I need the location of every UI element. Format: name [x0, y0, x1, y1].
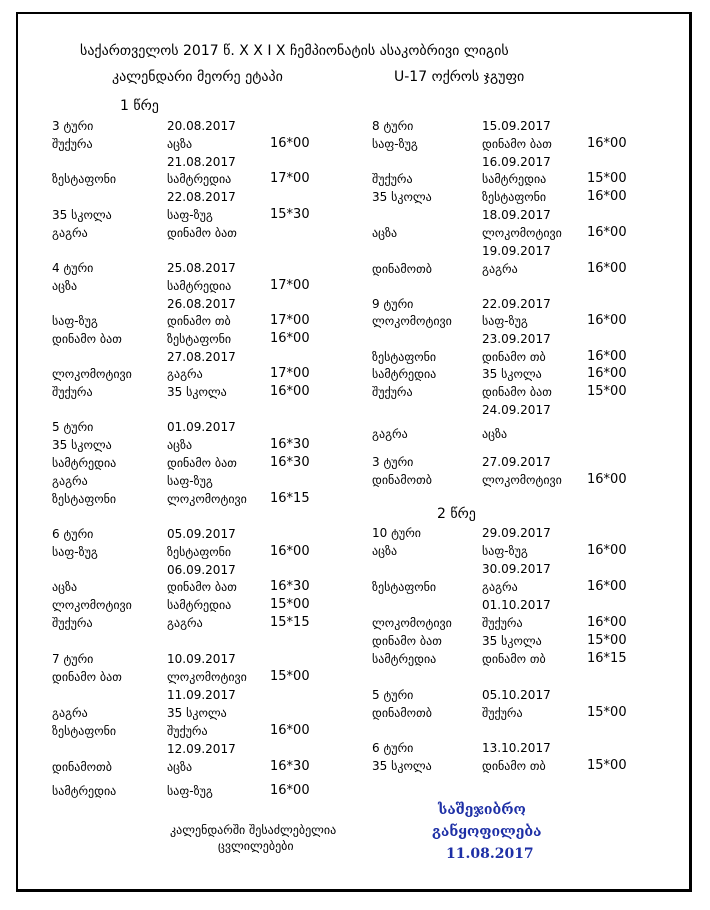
right-kickoff-time-cell: 16*00: [587, 366, 627, 381]
left-team-away-cell: 06.09.2017: [167, 563, 236, 577]
right-team-away-cell: 01.10.2017: [482, 598, 551, 612]
left-team-away-cell: დინამო ბათ: [167, 580, 237, 594]
left-team-away-cell: აცზა: [167, 438, 193, 452]
left-team-away-cell: აცზა: [167, 137, 193, 151]
left-team-away-cell: სამტრედია: [167, 279, 232, 293]
left-team-home-cell: სამტრედია: [52, 456, 117, 470]
right-kickoff-time-cell: 16*00: [587, 615, 627, 630]
right-kickoff-time-cell: 16*00: [587, 472, 627, 487]
left-team-away-cell: შუქურა: [167, 724, 208, 738]
right-kickoff-time-cell: 16*00: [587, 313, 627, 328]
left-team-away-cell: აცზა: [167, 760, 193, 774]
left-team-away-cell: ზესტაფონი: [167, 332, 232, 346]
right-team-home-cell: დინამოთბ: [372, 262, 432, 276]
left-team-away-cell: სამტრედია: [167, 598, 232, 612]
right-team-home-cell: ლოკომოტივი: [372, 314, 452, 328]
circle-1-heading: 1 წრე: [120, 98, 159, 114]
left-kickoff-time-cell: 15*15: [270, 615, 310, 630]
left-team-home-cell: შუქურა: [52, 616, 93, 630]
right-team-home-cell: შუქურა: [372, 172, 413, 186]
left-team-home-cell: ზესტაფონი: [52, 724, 117, 738]
right-team-away-cell: 16.09.2017: [482, 155, 551, 169]
right-kickoff-time-cell: 16*00: [587, 579, 627, 594]
left-team-away-cell: 35 სკოლა: [167, 706, 227, 720]
right-team-home-cell: სამტრედია: [372, 367, 437, 381]
left-team-home-cell: სამტრედია: [52, 784, 117, 798]
left-kickoff-time-cell: 16*30: [270, 455, 310, 470]
right-team-home-cell: დინამო ბათ: [372, 634, 442, 648]
department-stamp-line2: განყოფილება: [432, 824, 542, 840]
left-team-away-cell: ლოკომოტივი: [167, 670, 247, 684]
left-team-away-cell: გაგრა: [167, 616, 203, 630]
department-stamp-line1: საშეჯიბრო: [438, 802, 526, 818]
right-team-away-cell: 13.10.2017: [482, 741, 551, 755]
right-kickoff-time-cell: 16*00: [587, 349, 627, 364]
right-team-away-cell: გაგრა: [482, 580, 518, 594]
left-team-away-cell: 01.09.2017: [167, 420, 236, 434]
right-team-home-cell: დინამოთბ: [372, 473, 432, 487]
right-team-away-cell: ლოკომოტივი: [482, 226, 562, 240]
left-team-home-cell: გაგრა: [52, 474, 88, 488]
left-kickoff-time-cell: 17*00: [270, 366, 310, 381]
left-team-home-cell: შუქურა: [52, 137, 93, 151]
right-team-home-cell: 9 ტური: [372, 297, 414, 311]
right-team-away-cell: 35 სკოლა: [482, 634, 542, 648]
right-team-away-cell: საფ-ზუგ: [482, 314, 528, 328]
left-team-home-cell: დინამო ბათ: [52, 332, 122, 346]
left-team-home-cell: გაგრა: [52, 706, 88, 720]
right-team-home-cell: აცზა: [372, 226, 398, 240]
right-team-home-cell: 35 სკოლა: [372, 190, 432, 204]
right-team-home-cell: საფ-ზუგ: [372, 137, 418, 151]
left-team-away-cell: 11.09.2017: [167, 688, 236, 702]
left-kickoff-time-cell: 16*30: [270, 437, 310, 452]
right-team-away-cell: ზესტაფონი: [482, 190, 547, 204]
left-team-home-cell: შუქურა: [52, 385, 93, 399]
right-team-away-cell: 23.09.2017: [482, 332, 551, 346]
right-team-away-cell: 27.09.2017: [482, 455, 551, 469]
right-team-away-cell: 18.09.2017: [482, 208, 551, 222]
right-kickoff-time-cell: 15*00: [587, 758, 627, 773]
right-team-home-cell: ლოკომოტივი: [372, 616, 452, 630]
left-team-home-cell: 35 სკოლა: [52, 208, 112, 222]
left-team-home-cell: აცზა: [52, 279, 78, 293]
right-kickoff-time-cell: 16*00: [587, 189, 627, 204]
left-kickoff-time-cell: 16*00: [270, 783, 310, 798]
right-kickoff-time-cell: 15*00: [587, 384, 627, 399]
left-kickoff-time-cell: 15*00: [270, 597, 310, 612]
left-team-home-cell: ლოკომოტივი: [52, 598, 132, 612]
left-team-away-cell: საფ-ზუგ: [167, 784, 213, 798]
left-team-home-cell: 7 ტური: [52, 652, 94, 666]
left-team-away-cell: 25.08.2017: [167, 261, 236, 275]
right-team-away-cell: 22.09.2017: [482, 297, 551, 311]
left-team-home-cell: საფ-ზუგ: [52, 314, 98, 328]
right-team-away-cell: ლოკომოტივი: [482, 473, 562, 487]
left-team-home-cell: დინამო ბათ: [52, 670, 122, 684]
left-team-away-cell: 12.09.2017: [167, 742, 236, 756]
right-team-away-cell: 05.10.2017: [482, 688, 551, 702]
right-team-away-cell: 24.09.2017: [482, 403, 551, 417]
left-team-away-cell: საფ-ზუგ: [167, 208, 213, 222]
right-kickoff-time-cell: 15*00: [587, 705, 627, 720]
right-team-away-cell: დინამო თბ: [482, 759, 546, 773]
left-kickoff-time-cell: 16*30: [270, 759, 310, 774]
left-kickoff-time-cell: 16*00: [270, 723, 310, 738]
right-team-away-cell: სამტრედია: [482, 172, 547, 186]
left-team-away-cell: დინამო ბათ: [167, 226, 237, 240]
right-team-home-cell: დინამოთბ: [372, 706, 432, 720]
right-team-home-cell: 3 ტური: [372, 455, 414, 469]
left-team-away-cell: 35 სკოლა: [167, 385, 227, 399]
department-stamp-date: 11.08.2017: [446, 846, 534, 862]
left-team-home-cell: 4 ტური: [52, 261, 94, 275]
left-team-away-cell: ლოკომოტივი: [167, 492, 247, 506]
right-team-away-cell: საფ-ზუგ: [482, 544, 528, 558]
right-team-home-cell: ზესტაფონი: [372, 350, 437, 364]
right-kickoff-time-cell: 16*00: [587, 136, 627, 151]
right-kickoff-time-cell: 16*00: [587, 543, 627, 558]
right-kickoff-time-cell: 16*00: [587, 225, 627, 240]
right-team-home-cell: სამტრედია: [372, 652, 437, 666]
left-kickoff-time-cell: 15*00: [270, 669, 310, 684]
right-team-away-cell: 15.09.2017: [482, 119, 551, 133]
left-kickoff-time-cell: 16*00: [270, 136, 310, 151]
left-team-home-cell: დინამოთბ: [52, 760, 112, 774]
left-team-home-cell: 3 ტური: [52, 119, 94, 133]
left-kickoff-time-cell: 17*00: [270, 278, 310, 293]
left-team-away-cell: დინამო ბათ: [167, 456, 237, 470]
right-team-home-cell: 5 ტური: [372, 688, 414, 702]
left-team-home-cell: აცზა: [52, 580, 78, 594]
right-team-home-cell: 8 ტური: [372, 119, 414, 133]
right-kickoff-time-cell: 15*00: [587, 633, 627, 648]
left-team-home-cell: ზესტაფონი: [52, 172, 117, 186]
right-team-home-cell: შუქურა: [372, 385, 413, 399]
right-team-away-cell: დინამო თბ: [482, 652, 546, 666]
left-team-home-cell: ლოკომოტივი: [52, 367, 132, 381]
left-team-away-cell: გაგრა: [167, 367, 203, 381]
right-kickoff-time-cell: 16*00: [587, 261, 627, 276]
right-team-away-cell: 35 სკოლა: [482, 367, 542, 381]
right-team-home-cell: 10 ტური: [372, 526, 421, 540]
right-team-away-cell: დინამო ბათ: [482, 137, 552, 151]
left-team-home-cell: 5 ტური: [52, 420, 94, 434]
left-kickoff-time-cell: 17*00: [270, 171, 310, 186]
left-team-away-cell: საფ-ზუგ: [167, 474, 213, 488]
left-team-away-cell: ზესტაფონი: [167, 545, 232, 559]
right-team-home-cell: 6 ტური: [372, 741, 414, 755]
right-kickoff-time-cell: 16*15: [587, 651, 627, 666]
left-team-away-cell: 05.09.2017: [167, 527, 236, 541]
footer-note-line2: ცვლილებები: [218, 839, 294, 853]
left-team-home-cell: ზესტაფონი: [52, 492, 117, 506]
left-team-away-cell: 20.08.2017: [167, 119, 236, 133]
left-team-home-cell: 35 სკოლა: [52, 438, 112, 452]
left-team-away-cell: 21.08.2017: [167, 155, 236, 169]
right-team-away-cell: 30.09.2017: [482, 562, 551, 576]
left-team-home-cell: 6 ტური: [52, 527, 94, 541]
right-team-away-cell: გაგრა: [482, 262, 518, 276]
left-kickoff-time-cell: 16*00: [270, 544, 310, 559]
right-team-home-cell: ზესტაფონი: [372, 580, 437, 594]
right-team-away-cell: შუქურა: [482, 616, 523, 630]
left-team-away-cell: 22.08.2017: [167, 190, 236, 204]
left-kickoff-time-cell: 16*15: [270, 491, 310, 506]
right-team-away-cell: დინამო თბ: [482, 350, 546, 364]
header-line2-right: U-17 ოქროს ჯგუფი: [394, 69, 525, 85]
left-kickoff-time-cell: 17*00: [270, 313, 310, 328]
left-team-away-cell: 27.08.2017: [167, 350, 236, 364]
circle-2-heading: 2 წრე: [437, 506, 476, 522]
right-team-away-cell: 19.09.2017: [482, 244, 551, 258]
right-team-home-cell: გაგრა: [372, 427, 408, 441]
right-team-away-cell: 29.09.2017: [482, 526, 551, 540]
right-team-away-cell: შუქურა: [482, 706, 523, 720]
left-kickoff-time-cell: 16*30: [270, 579, 310, 594]
right-team-home-cell: აცზა: [372, 544, 398, 558]
right-team-home-cell: 35 სკოლა: [372, 759, 432, 773]
left-team-away-cell: 10.09.2017: [167, 652, 236, 666]
right-team-away-cell: დინამო ბათ: [482, 385, 552, 399]
footer-note-line1: კალენდარში შესაძლებელია: [170, 823, 337, 837]
left-kickoff-time-cell: 16*00: [270, 384, 310, 399]
header-line2-left: კალენდარი მეორე ეტაპი: [112, 69, 283, 85]
left-team-home-cell: საფ-ზუგ: [52, 545, 98, 559]
right-kickoff-time-cell: 15*00: [587, 171, 627, 186]
header-line1: საქართველოს 2017 წ. X X I X ჩემპიონატის ასაკობრივი ლიგის: [80, 43, 509, 59]
left-team-home-cell: გაგრა: [52, 226, 88, 240]
left-kickoff-time-cell: 15*30: [270, 207, 310, 222]
left-team-away-cell: დინამო თბ: [167, 314, 231, 328]
left-kickoff-time-cell: 16*00: [270, 331, 310, 346]
right-team-away-cell: აცზა: [482, 427, 508, 441]
left-team-away-cell: 26.08.2017: [167, 297, 236, 311]
left-team-away-cell: სამტრედია: [167, 172, 232, 186]
